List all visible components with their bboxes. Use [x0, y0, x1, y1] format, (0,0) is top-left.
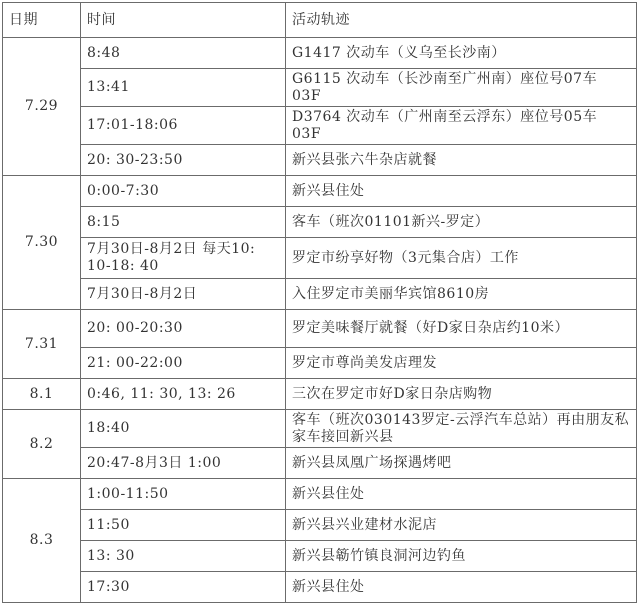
activity-cell: 新兴县兴业建材水泥店	[286, 510, 637, 541]
table-row	[3, 176, 637, 207]
date-cell: 7.31	[3, 310, 81, 379]
activity-cell: 新兴县住处	[286, 572, 637, 603]
activity-cell: 新兴县张六牛杂店就餐	[286, 145, 637, 176]
time-cell: 20: 00-20:30	[81, 310, 286, 348]
table-row	[3, 541, 637, 572]
activity-cell: 入住罗定市美丽华宾馆8610房	[286, 279, 637, 310]
activity-cell: 客车（班次030143罗定-云浮汽车总站）再由朋友私家车接回新兴县	[286, 410, 637, 448]
activity-cell: 新兴县住处	[286, 176, 637, 207]
table-row	[3, 479, 637, 510]
header-date: 日期	[3, 3, 81, 38]
date-cell: 7.29	[3, 38, 81, 176]
table-row	[3, 207, 637, 238]
time-cell: 7月30日-8月2日	[81, 279, 286, 310]
table-row	[3, 238, 637, 279]
table-row	[3, 410, 637, 448]
time-cell: 18:40	[81, 410, 286, 448]
activity-cell: G1417 次动车（义乌至长沙南）	[286, 38, 637, 69]
time-cell: 8:15	[81, 207, 286, 238]
time-cell: 17:30	[81, 572, 286, 603]
table-row	[3, 69, 637, 107]
time-cell: 17:01-18:06	[81, 107, 286, 145]
activity-cell: 新兴县簕竹镇良洞河边钓鱼	[286, 541, 637, 572]
date-cell: 7.30	[3, 176, 81, 310]
itinerary-table	[2, 2, 637, 603]
table-row	[3, 310, 637, 348]
table-row	[3, 510, 637, 541]
table-row	[3, 348, 637, 379]
activity-cell: 罗定美味餐厅就餐（好D家日杂店约10米）	[286, 310, 637, 348]
time-cell: 1:00-11:50	[81, 479, 286, 510]
date-cell: 8.1	[3, 379, 81, 410]
time-cell: 20:47-8月3日 1:00	[81, 448, 286, 479]
activity-cell: 罗定市纷享好物（3元集合店）工作	[286, 238, 637, 279]
table-row	[3, 448, 637, 479]
date-cell: 8.3	[3, 479, 81, 603]
activity-cell: 新兴县凤凰广场探遇烤吧	[286, 448, 637, 479]
time-cell: 0:00-7:30	[81, 176, 286, 207]
time-cell: 7月30日-8月2日 每天10: 10-18: 40	[81, 238, 286, 279]
header-row	[3, 3, 637, 38]
activity-cell: 客车（班次01101新兴-罗定）	[286, 207, 637, 238]
table-row	[3, 38, 637, 69]
activity-cell: G6115 次动车（长沙南至广州南）座位号07车 03F	[286, 69, 637, 107]
header-time: 时间	[81, 3, 286, 38]
date-cell: 8.2	[3, 410, 81, 479]
table-row	[3, 379, 637, 410]
time-cell: 13: 30	[81, 541, 286, 572]
activity-cell: 罗定市尊尚美发店理发	[286, 348, 637, 379]
table-row	[3, 145, 637, 176]
time-cell: 8:48	[81, 38, 286, 69]
time-cell: 11:50	[81, 510, 286, 541]
activity-cell: 新兴县住处	[286, 479, 637, 510]
time-cell: 21: 00-22:00	[81, 348, 286, 379]
time-cell: 20: 30-23:50	[81, 145, 286, 176]
activity-cell: D3764 次动车（广州南至云浮东）座位号05车 03F	[286, 107, 637, 145]
table-row	[3, 279, 637, 310]
time-cell: 13:41	[81, 69, 286, 107]
itinerary-document	[2, 2, 636, 603]
table-row	[3, 572, 637, 603]
table-row	[3, 107, 637, 145]
time-cell: 0:46, 11: 30, 13: 26	[81, 379, 286, 410]
activity-cell: 三次在罗定市好D家日杂店购物	[286, 379, 637, 410]
header-activity: 活动轨迹	[286, 3, 637, 38]
